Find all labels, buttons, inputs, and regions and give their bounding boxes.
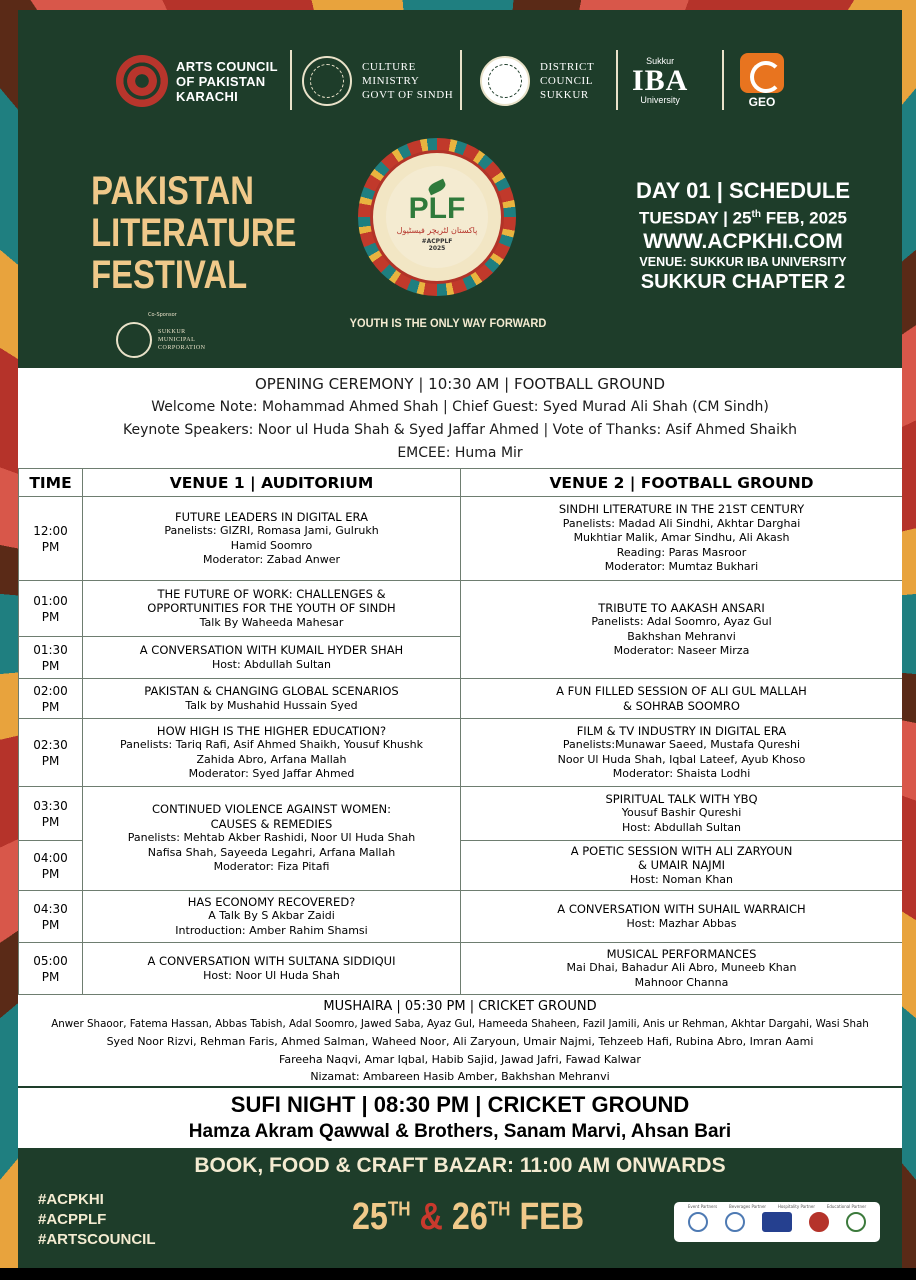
session-detail: Noor Ul Huda Shah, Iqbal Lateef, Ayub Khoso	[557, 752, 806, 766]
partner-logo-icon	[725, 1212, 745, 1232]
session-detail: Moderator: Fiza Pitafi	[213, 860, 330, 874]
opening-ceremony	[18, 368, 902, 465]
district-line-1: DISTRICT	[540, 61, 595, 73]
geo-icon	[740, 53, 784, 93]
festival-dates: 25TH & 26TH FEB	[351, 1196, 585, 1238]
session	[461, 891, 903, 943]
session-detail: Moderator: Syed Jaffar Ahmed	[188, 767, 355, 780]
session	[83, 637, 461, 679]
session	[461, 943, 903, 995]
session-title: MUSICAL PERFORMANCES	[606, 946, 757, 961]
acp-line-2: OF PAKISTAN	[176, 73, 266, 89]
partner-tag: Educational Partner	[826, 1204, 867, 1209]
session-detail: A Talk By S Akbar Zaidi	[208, 909, 335, 923]
bazar-banner: BOOK, FOOD & CRAFT BAZAR: 11:00 AM ONWARDS	[194, 1154, 726, 1177]
hashtags	[38, 1190, 156, 1250]
header-venue-1: VENUE 1 | AUDITORIUM	[83, 469, 461, 497]
iba-small: Sukkur	[646, 56, 675, 66]
session-detail: Panelists: Adal Soomro, Ayaz Gul	[591, 615, 772, 628]
session	[461, 787, 903, 841]
day-label: DAY 01 | SCHEDULE	[635, 178, 850, 203]
ceremony-emcee: EMCEE: Huma Mir	[397, 445, 523, 461]
session	[461, 841, 903, 891]
smc-line-2: MUNICIPAL	[158, 337, 196, 343]
geo-label: GEO	[748, 95, 776, 109]
iba-sub: University	[640, 95, 680, 105]
partner-tag: Event Partners	[687, 1204, 718, 1209]
iba-logo	[632, 48, 688, 114]
smc-line-3: CORPORATION	[158, 345, 206, 351]
session-title: A FUN FILLED SESSION OF ALI GUL MALLAH & SOHRAB SOOMRO	[556, 684, 807, 713]
culture-line-1: CULTURE	[362, 61, 416, 73]
session-detail: Host: Noman Khan	[629, 872, 734, 886]
sufi-night	[18, 1090, 902, 1148]
session-detail: Zahida Abro, Arfana Mallah	[196, 752, 347, 766]
session-title: A CONVERSATION WITH SUHAIL WARRAICH	[557, 902, 806, 916]
hashtag[interactable]: #ACPKHI	[38, 1191, 104, 1208]
session-detail: Talk By Waheeda Mahesar	[199, 615, 344, 629]
partner-logo-icon	[846, 1212, 866, 1232]
divider	[616, 50, 618, 110]
title-line-2: LITERATURE	[91, 211, 297, 255]
session-detail: Mukhtiar Malik, Amar Sindhu, Ali Akash	[573, 531, 790, 545]
bottom-strip	[0, 1268, 916, 1280]
acp-line-1: ARTS COUNCIL	[176, 58, 278, 74]
emblem-urdu: پاکستان لٹریچر فیسٹیول	[396, 226, 478, 235]
session-detail: Panelists:Munawar Saeed, Mustafa Qureshi	[562, 738, 801, 751]
partner-logo-icon	[688, 1212, 708, 1232]
header-time: TIME	[19, 469, 83, 497]
session-title: A POETIC SESSION WITH ALI ZARYOUN & UMAIR NAJMI	[570, 843, 793, 873]
geo-logo	[740, 48, 784, 114]
session-detail: Nafisa Shah, Sayeeda Legahri, Arfana Mallah	[147, 845, 396, 859]
session-title: TRIBUTE TO AAKASH ANSARI	[598, 600, 765, 615]
schedule-table	[18, 468, 902, 995]
district-council-logo	[480, 48, 594, 114]
district-line-3: SUKKUR	[540, 89, 589, 101]
culture-ministry-logo	[302, 48, 453, 114]
festival-title	[91, 169, 297, 297]
time-slot: 04:30 PM	[19, 891, 83, 943]
divider	[722, 50, 724, 110]
district-line-2: COUNCIL	[540, 75, 594, 87]
chapter-label: SUKKUR CHAPTER 2	[640, 270, 846, 293]
acp-line-3: KARACHI	[176, 88, 239, 104]
session-detail: Bakhshan Mehranvi	[627, 629, 736, 643]
session	[461, 497, 903, 581]
session-detail: Panelists: Mehtab Akber Rashidi, Noor Ul Huda Shah	[127, 831, 416, 845]
session	[83, 719, 461, 787]
time-slot: 01:00 PM	[19, 581, 83, 637]
session-detail: Panelists: Madad Ali Sindhi, Akhtar Darghai	[562, 516, 801, 530]
date-label: TUESDAY | 25th FEB, 2025	[639, 208, 847, 228]
mushaira-section	[18, 996, 902, 1088]
smc-logo	[116, 322, 206, 358]
session	[83, 787, 461, 891]
time-slot: 02:30 PM	[19, 719, 83, 787]
ceremony-line-1: Welcome Note: Mohammad Ahmed Shah | Chief Guest: Syed Murad Ali Shah (CM Sindh)	[151, 399, 769, 415]
poster-frame	[18, 10, 902, 1268]
session	[83, 891, 461, 943]
session	[461, 581, 903, 679]
session	[83, 497, 461, 581]
session-detail: Host: Abdullah Sultan	[621, 820, 742, 834]
session-detail: Moderator: Naseer Mirza	[613, 644, 750, 657]
emblem-name: PLF	[408, 192, 466, 225]
session	[461, 679, 903, 719]
session-detail: Hamid Soomro	[230, 538, 313, 552]
session-detail: Yousuf Bashir Qureshi	[621, 806, 742, 820]
culture-line-2: MINISTRY	[362, 75, 420, 87]
session	[83, 943, 461, 995]
time-slot: 04:00 PM	[19, 841, 83, 891]
session-detail: Panelists: Tariq Rafi, Asif Ahmed Shaikh, Yousuf Khushk	[120, 738, 423, 751]
partner-logo-icon	[809, 1212, 829, 1232]
smc-line-1: SUKKUR	[158, 329, 186, 335]
time-slot: 02:00 PM	[19, 679, 83, 719]
mushaira-line: Fareeha Naqvi, Amar Iqbal, Habib Sajid, Jawad Jafri, Fawad Kalwar	[279, 1052, 641, 1066]
smc-seal-icon	[116, 322, 152, 358]
session-title: HOW HIGH IS THE HIGHER EDUCATION?	[156, 723, 387, 738]
session-detail: Host: Noor Ul Huda Shah	[203, 968, 340, 982]
session-title: A CONVERSATION WITH SULTANA SIDDIQUI	[147, 954, 396, 968]
session-detail: Host: Mazhar Abbas	[626, 916, 737, 930]
session-detail: Moderator: Shaista Lodhi	[612, 767, 751, 780]
tagline: YOUTH IS THE ONLY WAY FORWARD	[349, 316, 547, 330]
session-detail: Introduction: Amber Rahim Shamsi	[175, 923, 368, 937]
time-slot: 05:00 PM	[19, 943, 83, 995]
sindh-seal-icon	[302, 56, 352, 106]
header-venue-2: VENUE 2 | FOOTBALL GROUND	[461, 469, 903, 497]
session	[461, 719, 903, 787]
venue-label: VENUE: SUKKUR IBA UNIVERSITY	[639, 254, 847, 269]
session	[83, 679, 461, 719]
partner-tag: Beverages Partner	[729, 1204, 767, 1209]
session-detail: Talk by Mushahid Hussain Syed	[185, 698, 358, 712]
session-title: SINDHI LITERATURE IN THE 21ST CENTURY	[558, 502, 805, 517]
partner-logo-icon	[762, 1212, 792, 1232]
session-detail: Reading: Paras Masroor	[616, 545, 747, 559]
session-detail: Host: Abdullah Sultan	[211, 657, 332, 671]
district-seal-icon	[480, 56, 530, 106]
divider	[290, 50, 292, 110]
session-detail: Moderator: Mumtaz Bukhari	[604, 560, 759, 574]
session-title: SPIRITUAL TALK WITH YBQ	[605, 791, 758, 806]
partner-tag: Hospitality Partner	[777, 1204, 816, 1209]
mushaira-line: Syed Noor Rizvi, Rehman Faris, Ahmed Salman, Waheed Noor, Ali Zaryoun, Umair Najmi, Tehzeeb Hafi, Rubina Abro, Imran Aami	[106, 1035, 814, 1048]
session-title: A CONVERSATION WITH KUMAIL HYDER SHAH	[139, 643, 404, 657]
sufi-heading: SUFI NIGHT | 08:30 PM | CRICKET GROUND	[230, 1092, 690, 1117]
session-title: HAS ECONOMY RECOVERED?	[187, 894, 356, 909]
session-title: PAKISTAN & CHANGING GLOBAL SCENARIOS	[144, 684, 399, 698]
session	[83, 581, 461, 637]
iba-big: IBA	[632, 64, 689, 97]
time-slot: 12:00 PM	[19, 497, 83, 581]
plf-emblem	[358, 138, 516, 296]
mushaira-nizamat: Nizamat: Ambareen Hasib Amber, Bakhshan Mehranvi	[310, 1070, 610, 1083]
hashtag[interactable]: #ACPPLF	[38, 1211, 107, 1228]
mushaira-line: Anwer Shaoor, Fatema Hassan, Abbas Tabish, Adal Soomro, Jawed Saba, Ayaz Gul, Hameeda Shaheen, Fazil Jamili, Anis ur Rehman, Akhtar Dargahi, Wasi Shah	[51, 1017, 869, 1030]
session-title: THE FUTURE OF WORK: CHALLENGES & OPPORTUNITIES FOR THE YOUTH OF SINDH	[147, 586, 396, 616]
cosponsor-label: Co-Sponsor	[148, 312, 177, 318]
divider	[460, 50, 462, 110]
session-detail: Mahnoor Channa	[634, 975, 729, 989]
session-title: FILM & TV INDUSTRY IN DIGITAL ERA	[576, 723, 787, 738]
session-detail: Mai Dhai, Bahadur Ali Abro, Muneeb Khan	[566, 961, 797, 975]
title-line-1: PAKISTAN	[91, 169, 254, 213]
arts-council-logo	[116, 48, 278, 114]
session-title: FUTURE LEADERS IN DIGITAL ERA	[175, 509, 368, 524]
day-info	[608, 178, 878, 294]
mushaira-heading: MUSHAIRA | 05:30 PM | CRICKET GROUND	[323, 999, 597, 1014]
session-title: CONTINUED VIOLENCE AGAINST WOMEN: CAUSES & REMEDIES	[152, 802, 391, 831]
emblem-year: 2025	[428, 245, 446, 252]
title-line-3: FESTIVAL	[91, 253, 248, 297]
time-slot: 01:30 PM	[19, 637, 83, 679]
ceremony-line-2: Keynote Speakers: Noor ul Huda Shah & Syed Jaffar Ahmed | Vote of Thanks: Asif Ahmed Shaikh	[123, 422, 797, 438]
arts-council-emblem-icon	[116, 55, 168, 107]
session-detail: Panelists: GIZRI, Romasa Jami, Gulrukh	[164, 524, 379, 537]
hashtag[interactable]: #ARTSCOUNCIL	[38, 1231, 156, 1248]
sufi-performers: Hamza Akram Qawwal & Brothers, Sanam Marvi, Ahsan Bari	[188, 1121, 732, 1142]
session-detail: Moderator: Zabad Anwer	[202, 553, 341, 566]
partners-strip	[674, 1202, 880, 1242]
culture-line-3: GOVT OF SINDH	[362, 89, 454, 101]
time-slot: 03:30 PM	[19, 787, 83, 841]
website-link[interactable]: WWW.ACPKHI.COM	[643, 229, 843, 253]
ceremony-heading: OPENING CEREMONY | 10:30 AM | FOOTBALL GROUND	[255, 375, 665, 393]
emblem-hashtag: #ACPPLF	[421, 238, 453, 245]
